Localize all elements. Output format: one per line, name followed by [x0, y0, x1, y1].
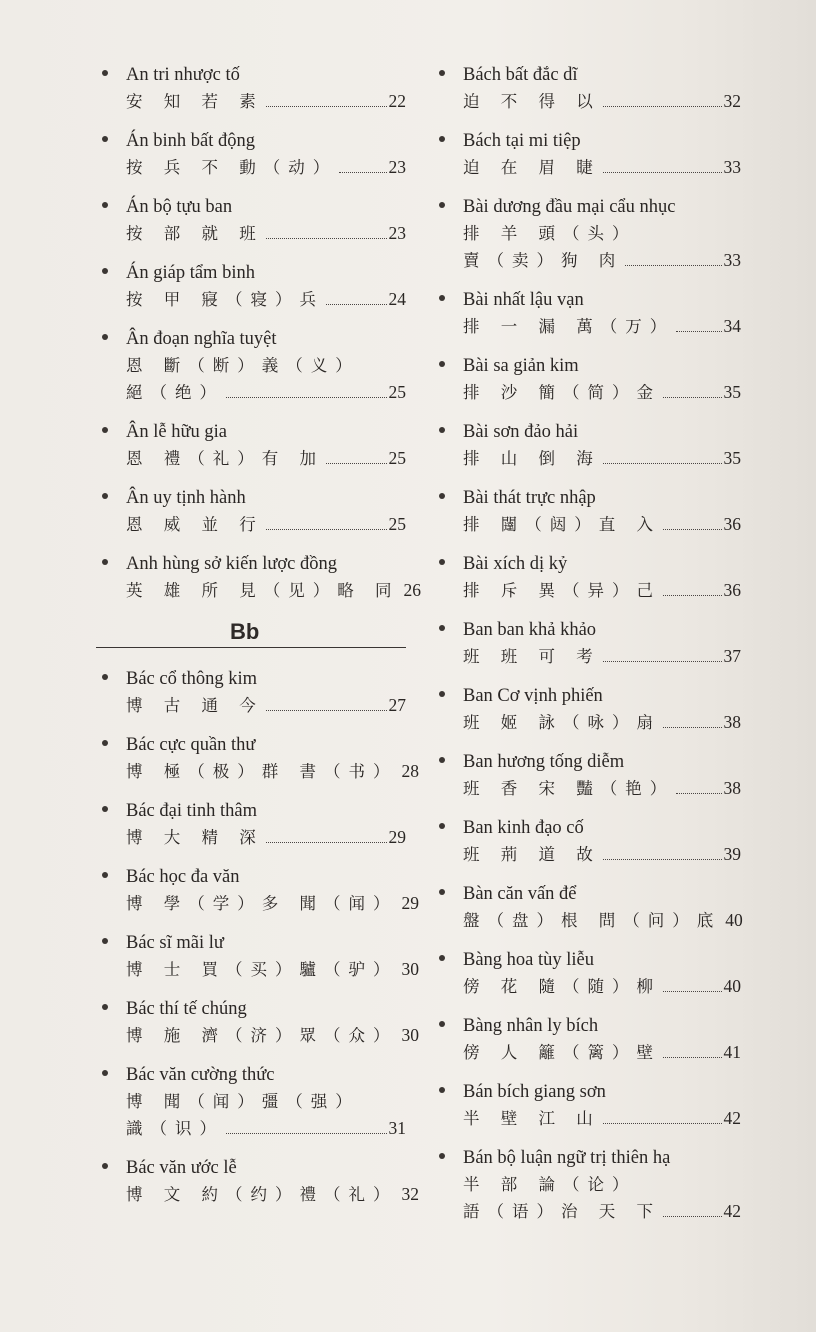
dot-leader: [266, 709, 387, 711]
page-number: 38: [723, 712, 741, 732]
bullet-icon: [439, 823, 445, 829]
entry-chinese-text: 按 甲 寢（寝）兵: [126, 290, 324, 309]
dot-leader: [603, 462, 722, 464]
page-number: 25: [388, 382, 406, 402]
page-number: 30: [401, 959, 419, 979]
entry-chinese-line: [126, 154, 406, 181]
entry-chinese-line: [126, 577, 421, 604]
index-entry: [100, 1062, 406, 1142]
bullet-icon: [439, 70, 445, 76]
page-number: 33: [723, 250, 741, 270]
page-number: 32: [723, 91, 741, 111]
entry-chinese-text: 博 極（极）群 書（书）: [126, 762, 398, 781]
page-number: 37: [723, 646, 741, 666]
left-column: [100, 62, 421, 1221]
bullet-icon: [439, 691, 445, 697]
entry-chinese-line: [463, 247, 741, 274]
bullet-icon: [439, 361, 445, 367]
entry-title: Bài dương đầu mại cẩu nhục: [463, 197, 676, 217]
entry-title: Bàn căn vấn để: [463, 884, 577, 904]
page-number: 26: [403, 580, 421, 600]
entry-title: Ân lễ hữu gia: [126, 422, 227, 442]
entry-chinese-line: [126, 1022, 419, 1049]
index-entry: [100, 732, 419, 785]
bullet-icon: [102, 674, 108, 680]
entry-chinese-line: [126, 824, 406, 851]
dot-leader: [663, 594, 722, 596]
entry-chinese-text: 博 施 濟（济）眾（众）: [126, 1026, 398, 1045]
bullet-icon: [102, 268, 108, 274]
bullet-icon: [439, 1153, 445, 1159]
entry-title: Bác sĩ mãi lư: [126, 933, 224, 953]
entry-chinese-text: 絕（绝）: [126, 383, 224, 402]
entry-title: Bác văn cường thức: [126, 1065, 275, 1085]
dot-leader: [603, 1122, 722, 1124]
entry-chinese-text: 按 兵 不 動（动）: [126, 158, 338, 177]
bullet-icon: [439, 295, 445, 301]
page-number: 36: [723, 580, 741, 600]
entry-title: Bác học đa văn: [126, 867, 240, 887]
entry-chinese-text: 語（语）治 天 下: [463, 1202, 661, 1221]
dot-leader: [266, 237, 387, 239]
dot-leader: [663, 726, 722, 728]
entry-chinese-text: 傍 人 籬（篱）壁: [463, 1043, 661, 1062]
bullet-icon: [439, 955, 445, 961]
entry-title: Bài nhất lậu vạn: [463, 290, 584, 310]
entry-chinese-line: [126, 220, 406, 247]
index-entry: [100, 996, 419, 1049]
page-number: 25: [388, 448, 406, 468]
entry-chinese-line: [126, 511, 406, 538]
dot-leader: [676, 792, 721, 794]
entry-chinese-text: 排 沙 簡（简）金: [463, 383, 661, 402]
dot-leader: [226, 396, 387, 398]
entry-chinese-text: 按 部 就 班: [126, 224, 264, 243]
page-number: 40: [723, 976, 741, 996]
index-entry: [100, 260, 406, 313]
entry-chinese-text: 傍 花 隨（随）柳: [463, 977, 661, 996]
entry-chinese-text: 博 學（学）多 聞（闻）: [126, 894, 398, 913]
index-entry: [100, 930, 419, 983]
entry-title: Bài sa giản kim: [463, 356, 579, 376]
entry-chinese-text: 班 姬 詠（咏）扇: [463, 713, 661, 732]
page-number: 31: [388, 1118, 406, 1138]
page-number: 35: [723, 448, 741, 468]
index-entry: [437, 419, 741, 472]
entry-chinese-text: 識（识）: [126, 1119, 224, 1138]
bullet-icon: [439, 1087, 445, 1093]
entry-chinese-line: [463, 1198, 741, 1225]
entry-title: Bài thát trực nhập: [463, 488, 596, 508]
entry-title: Bài sơn đảo hải: [463, 422, 579, 442]
dot-leader: [603, 858, 722, 860]
right-column: [437, 62, 741, 1238]
page-number: 28: [401, 761, 419, 781]
entry-chinese-text: 班 香 宋 豔（艳）: [463, 779, 675, 798]
bullet-icon: [439, 889, 445, 895]
bullet-icon: [102, 1070, 108, 1076]
entry-chinese-line: [463, 709, 741, 736]
bullet-icon: [102, 559, 108, 565]
dot-leader: [663, 528, 722, 530]
page-number: 30: [401, 1025, 419, 1045]
index-entry: [100, 128, 406, 181]
index-entry: [100, 798, 406, 851]
index-entry: [437, 749, 741, 802]
entry-title: Án binh bất động: [126, 131, 255, 151]
index-entry: [437, 62, 741, 115]
dot-leader: [226, 1132, 387, 1134]
bullet-icon: [102, 427, 108, 433]
index-entry: [437, 194, 741, 274]
entry-chinese-line: [126, 1088, 406, 1115]
entry-chinese-line: [463, 1039, 741, 1066]
dot-leader: [266, 841, 387, 843]
index-entry: [437, 947, 741, 1000]
entry-chinese-text: 排 闥（闼）直 入: [463, 515, 661, 534]
entry-title: Ban kinh đạo cố: [463, 818, 584, 838]
bullet-icon: [439, 1021, 445, 1027]
entry-title: Anh hùng sở kiến lược đồng: [126, 554, 337, 574]
dot-leader: [663, 1056, 722, 1058]
entry-title: Bác cực quần thư: [126, 735, 256, 755]
dot-leader: [326, 462, 387, 464]
entry-chinese-line: [126, 758, 419, 785]
entry-chinese-text: 安 知 若 素: [126, 92, 264, 111]
entry-chinese-text: 排 斥 異（异）己: [463, 581, 661, 600]
bullet-icon: [439, 136, 445, 142]
bullet-icon: [102, 938, 108, 944]
entry-chinese-text: 博 聞（闻）彊（强）: [126, 1092, 360, 1111]
entry-title: Bán bộ luận ngữ trị thiên hạ: [463, 1148, 671, 1168]
entry-chinese-line: [463, 379, 741, 406]
bullet-icon: [102, 136, 108, 142]
entry-chinese-line: [126, 692, 406, 719]
index-entry: [437, 1079, 741, 1132]
entry-title: Án giáp tẩm binh: [126, 263, 255, 283]
bullet-icon: [439, 202, 445, 208]
entry-title: Bàng nhân ly bích: [463, 1016, 599, 1036]
entry-chinese-line: [463, 88, 741, 115]
index-entry: [100, 551, 421, 604]
entry-chinese-text: 博 士 買（买）驢（驴）: [126, 960, 398, 979]
entry-chinese-line: [463, 313, 741, 340]
entry-chinese-text: 迫 不 得 以: [463, 92, 601, 111]
index-entry: [100, 62, 406, 115]
index-entry: [100, 666, 406, 719]
entry-title: Ân đoạn nghĩa tuyệt: [126, 329, 277, 349]
entry-chinese-text: 賣（卖）狗 肉: [463, 251, 624, 270]
bullet-icon: [102, 334, 108, 340]
entry-chinese-line: [463, 220, 741, 247]
index-entry: [437, 683, 741, 736]
index-entry: [437, 1145, 741, 1225]
entry-chinese-line: [126, 890, 419, 917]
page-number: 34: [723, 316, 741, 336]
entry-chinese-line: [463, 1105, 741, 1132]
entry-chinese-line: [463, 154, 741, 181]
entry-chinese-text: 恩 威 並 行: [126, 515, 264, 534]
page-number: 38: [723, 778, 741, 798]
page-number: 25: [388, 514, 406, 534]
entry-chinese-text: 恩 禮（礼）有 加: [126, 449, 324, 468]
entry-title: Ban Cơ vịnh phiến: [463, 686, 603, 706]
dot-leader: [339, 171, 386, 173]
entry-chinese-text: 班 班 可 考: [463, 647, 601, 666]
entry-chinese-line: [126, 1181, 419, 1208]
bullet-icon: [102, 493, 108, 499]
page-number: 41: [723, 1042, 741, 1062]
bullet-icon: [102, 70, 108, 76]
dot-leader: [676, 330, 721, 332]
entry-title: Bác cổ thông kim: [126, 669, 258, 689]
index-entry: [100, 485, 406, 538]
page-number: 39: [723, 844, 741, 864]
bullet-icon: [439, 625, 445, 631]
entry-title: Bách tại mi tiệp: [463, 131, 581, 151]
bullet-icon: [439, 493, 445, 499]
entry-chinese-text: 博 古 通 今: [126, 696, 264, 715]
page-number: 36: [723, 514, 741, 534]
entry-chinese-line: [126, 352, 406, 379]
entry-chinese-line: [463, 775, 741, 802]
page-number: 33: [723, 157, 741, 177]
entry-chinese-line: [126, 379, 406, 406]
index-entry: [437, 1013, 741, 1066]
index-entry: [437, 287, 741, 340]
dot-leader: [603, 660, 722, 662]
bullet-icon: [439, 757, 445, 763]
entry-title: Bác thí tế chúng: [126, 999, 247, 1019]
page-number: 23: [388, 157, 406, 177]
entry-title: Ân uy tịnh hành: [126, 488, 246, 508]
entry-chinese-line: [463, 643, 741, 670]
index-entry: [437, 815, 741, 868]
bullet-icon: [102, 1163, 108, 1169]
bullet-icon: [102, 1004, 108, 1010]
bullet-icon: [439, 559, 445, 565]
entry-chinese-text: 班 荊 道 故: [463, 845, 601, 864]
index-entry: [437, 128, 741, 181]
entry-chinese-text: 半 部 論（论）: [463, 1175, 637, 1194]
entry-chinese-text: 排 一 漏 萬（万）: [463, 317, 675, 336]
entry-chinese-line: [463, 907, 741, 934]
bullet-icon: [439, 427, 445, 433]
entry-chinese-line: [463, 973, 741, 1000]
entry-chinese-text: 排 山 倒 海: [463, 449, 601, 468]
dot-leader: [603, 171, 722, 173]
entry-title: Bác văn ước lễ: [126, 1158, 237, 1178]
entry-chinese-line: [463, 511, 741, 538]
dot-leader: [266, 105, 387, 107]
dot-leader: [663, 1215, 722, 1217]
page-number: 27: [388, 695, 406, 715]
entry-title: Ban ban khả khảo: [463, 620, 597, 640]
index-entry: [437, 485, 741, 538]
index-entry: [100, 864, 419, 917]
entry-chinese-line: [126, 88, 406, 115]
entry-chinese-line: [463, 841, 741, 868]
entry-title: Bán bích giang sơn: [463, 1082, 606, 1102]
index-entry: [437, 353, 741, 406]
entry-chinese-text: 博 文 約（约）禮（礼）: [126, 1185, 398, 1204]
entry-chinese-line: [126, 1115, 406, 1142]
entry-chinese-line: [463, 1171, 741, 1198]
page-number: 42: [723, 1201, 741, 1221]
entry-title: Án bộ tựu ban: [126, 197, 233, 217]
bullet-icon: [102, 740, 108, 746]
page-number: 40: [725, 910, 743, 930]
dot-leader: [625, 264, 721, 266]
page-number: 35: [723, 382, 741, 402]
entry-chinese-text: 恩 斷（断）義（义）: [126, 356, 360, 375]
index-entry: [100, 1155, 419, 1208]
entry-chinese-text: 博 大 精 深: [126, 828, 264, 847]
entry-chinese-line: [463, 445, 741, 472]
index-entry: [437, 617, 741, 670]
entry-title: Bàng hoa tùy liễu: [463, 950, 595, 970]
entry-chinese-line: [126, 286, 406, 313]
entry-chinese-text: 半 壁 江 山: [463, 1109, 601, 1128]
entry-chinese-line: [463, 577, 741, 604]
index-entry: [437, 551, 741, 604]
dot-leader: [326, 303, 387, 305]
index-entry: [100, 326, 406, 406]
page-number: 29: [401, 893, 419, 913]
entry-title: Bài xích dị kỷ: [463, 554, 568, 574]
entry-chinese-text: 排 羊 頭（头）: [463, 224, 637, 243]
entry-title: An tri nhược tố: [126, 65, 240, 85]
entry-chinese-text: 英 雄 所 見（见）略 同: [126, 581, 400, 600]
section-heading: Bb: [230, 619, 260, 644]
bullet-icon: [102, 806, 108, 812]
bullet-icon: [102, 872, 108, 878]
dot-leader: [266, 528, 387, 530]
index-entry: [100, 194, 406, 247]
page-number: 42: [723, 1108, 741, 1128]
page-number: 29: [388, 827, 406, 847]
entry-title: Ban hương tống diễm: [463, 752, 625, 772]
page-number: 24: [388, 289, 406, 309]
entry-chinese-text: 盤（盘）根 問（问）底: [463, 911, 722, 930]
entry-title: Bác đại tinh thâm: [126, 801, 258, 821]
page-number: 23: [388, 223, 406, 243]
dot-leader: [603, 105, 722, 107]
entry-chinese-line: [126, 956, 419, 983]
page-number: 32: [401, 1184, 419, 1204]
bullet-icon: [102, 202, 108, 208]
section-divider: [96, 617, 406, 648]
entry-chinese-text: 迫 在 眉 睫: [463, 158, 601, 177]
dot-leader: [663, 396, 722, 398]
index-entry: [100, 419, 406, 472]
entry-chinese-line: [126, 445, 406, 472]
page-number: 22: [388, 91, 406, 111]
dot-leader: [663, 990, 722, 992]
index-entry: [437, 881, 741, 934]
entry-title: Bách bất đắc dĩ: [463, 65, 578, 85]
